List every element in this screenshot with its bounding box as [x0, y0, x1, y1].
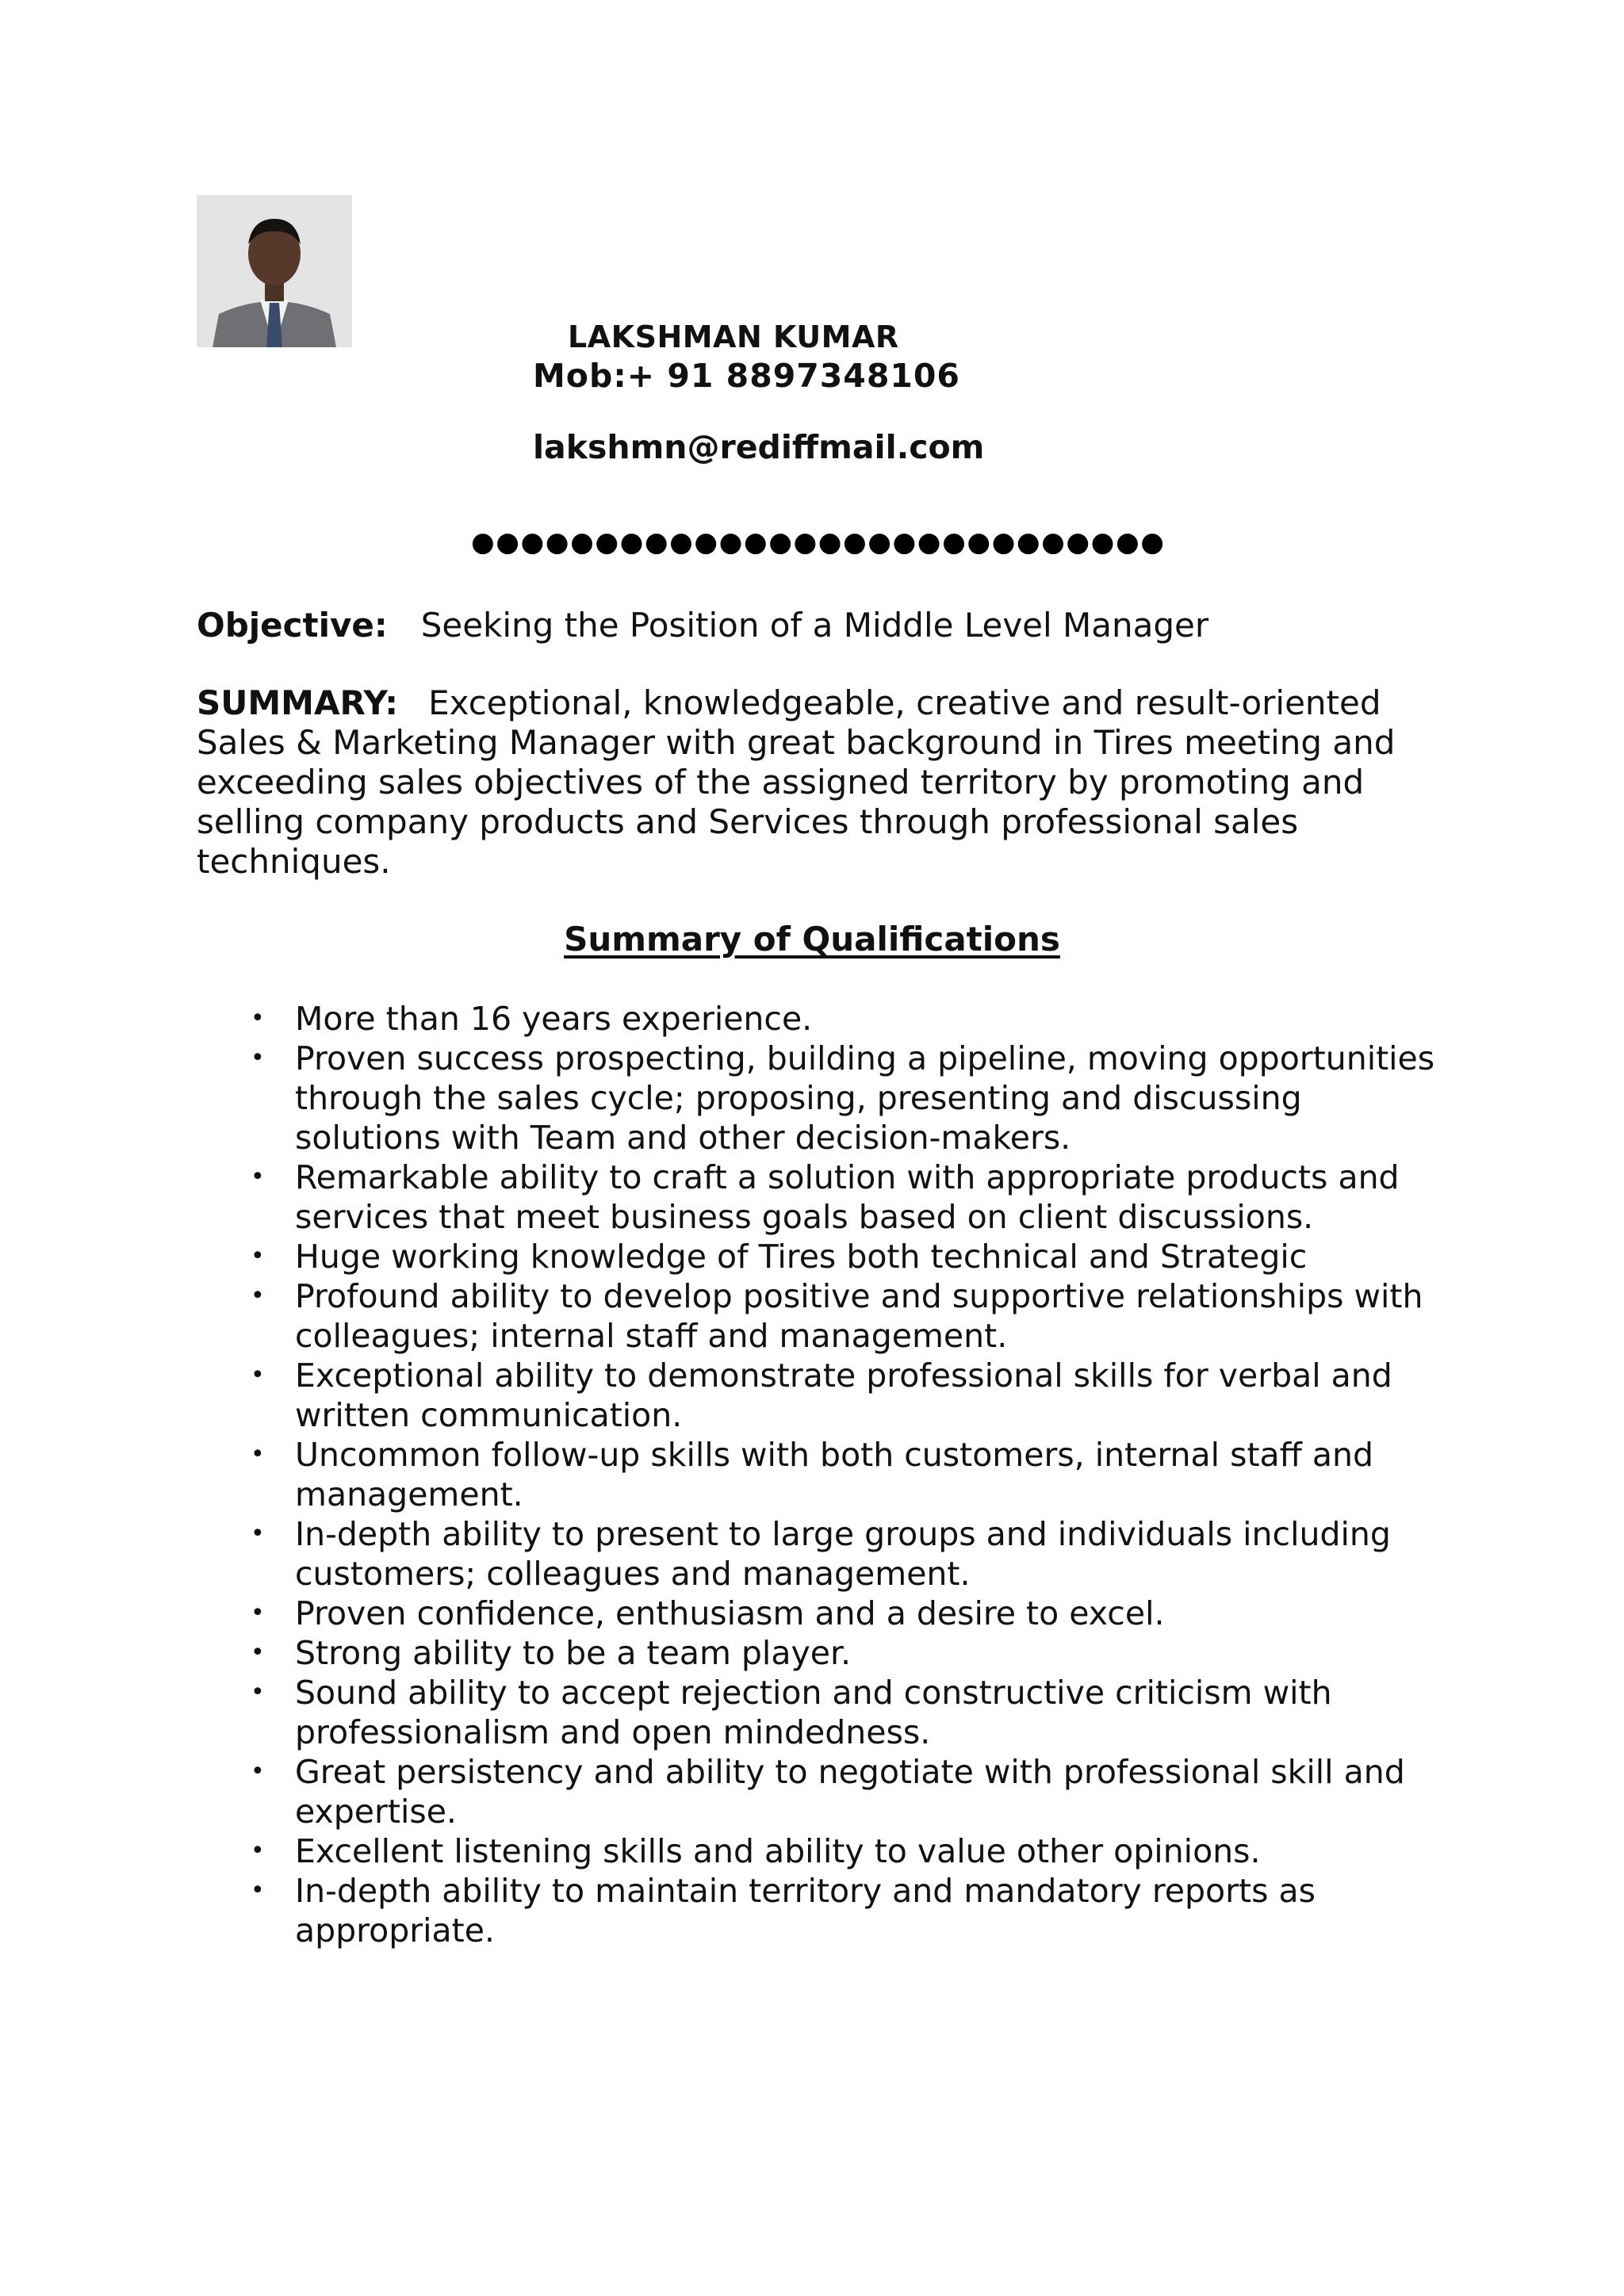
list-item [251, 1356, 1437, 1435]
person-portrait-icon [197, 195, 352, 347]
bullet-icon: • [251, 1678, 265, 1706]
list-item-text: Uncommon follow-up skills with both customers, internal staff and management. [295, 1436, 1374, 1513]
list-item [251, 1158, 1437, 1237]
dotted-divider: ●●●●●●●●●●●●●●●●●●●●●●●●●●●● [471, 526, 1166, 558]
bullet-icon: • [251, 1242, 265, 1270]
list-item [251, 1752, 1437, 1831]
bullet-icon: • [251, 1877, 265, 1904]
bullet-icon: • [251, 1758, 265, 1785]
list-item [251, 1435, 1437, 1514]
list-item [251, 1871, 1437, 1950]
list-item-text: Remarkable ability to craft a solution with appropriate products and services that meet business goals based on client discussions. [295, 1158, 1400, 1236]
list-item-text: More than 16 years experience. [295, 1000, 813, 1038]
list-item-text: Great persistency and ability to negotiate with professional skill and expertise. [295, 1753, 1405, 1831]
list-item-text: Sound ability to accept rejection and constructive criticism with professionalism and open mindedness. [295, 1674, 1332, 1751]
summary-label: SUMMARY: [197, 683, 399, 722]
list-item-text: Strong ability to be a team player. [295, 1634, 852, 1672]
bullet-icon: • [251, 1282, 265, 1310]
list-item-text: Excellent listening skills and ability to value other opinions. [295, 1832, 1261, 1870]
qualifications-list [251, 999, 1437, 1950]
bullet-icon: • [251, 1441, 265, 1468]
candidate-name: LAKSHMAN KUMAR [568, 320, 899, 354]
list-item [251, 1039, 1437, 1158]
list-item-text: In-depth ability to maintain territory and mandatory reports as appropriate. [295, 1872, 1316, 1950]
list-item [251, 1673, 1437, 1752]
list-item [251, 1594, 1437, 1633]
list-item [251, 1514, 1437, 1594]
profile-photo [197, 195, 352, 347]
list-item-text: Exceptional ability to demonstrate professional skills for verbal and written communication. [295, 1357, 1392, 1434]
list-item [251, 1831, 1437, 1871]
list-item-text: Huge working knowledge of Tires both technical and Strategic [295, 1238, 1308, 1276]
list-item-text: Profound ability to develop positive and supportive relationships with colleagues; internal staff and management. [295, 1277, 1423, 1355]
bullet-icon: • [251, 1639, 265, 1667]
objective-text: Seeking the Position of a Middle Level Manager [420, 606, 1209, 645]
list-item-text: Proven confidence, enthusiasm and a desire to excel. [295, 1594, 1165, 1632]
summary-section [197, 683, 1434, 882]
email-address: lakshmn@rediffmail.com [533, 428, 985, 466]
list-item [251, 1237, 1437, 1276]
bullet-icon: • [251, 1044, 265, 1072]
summary-text: Exceptional, knowledgeable, creative and result-oriented Sales & Marketing Manager with great background in Tires meeting and exceeding sales objectives of the assigned territory by promoting and selling company products and Services through professional sales techniques. [197, 683, 1396, 881]
qualifications-heading: Summary of Qualifications [564, 920, 1060, 959]
bullet-icon: • [251, 1599, 265, 1627]
list-item [251, 999, 1437, 1039]
bullet-icon: • [251, 1520, 265, 1548]
mobile-number: Mob:+ 91 8897348106 [533, 357, 960, 395]
list-item-text: Proven success prospecting, building a pipeline, moving opportunities through the sales cycle; proposing, presenting and discussing solutions with Team and other decision-makers. [295, 1039, 1435, 1157]
objective-label: Objective: [197, 606, 388, 645]
list-item-text: In-depth ability to present to large groups and individuals including customers; colleagues and management. [295, 1515, 1391, 1593]
bullet-icon: • [251, 1361, 265, 1389]
bullet-icon: • [251, 1004, 265, 1032]
bullet-icon: • [251, 1837, 265, 1865]
objective-section [197, 606, 1208, 645]
list-item [251, 1276, 1437, 1356]
list-item [251, 1633, 1437, 1673]
bullet-icon: • [251, 1163, 265, 1191]
